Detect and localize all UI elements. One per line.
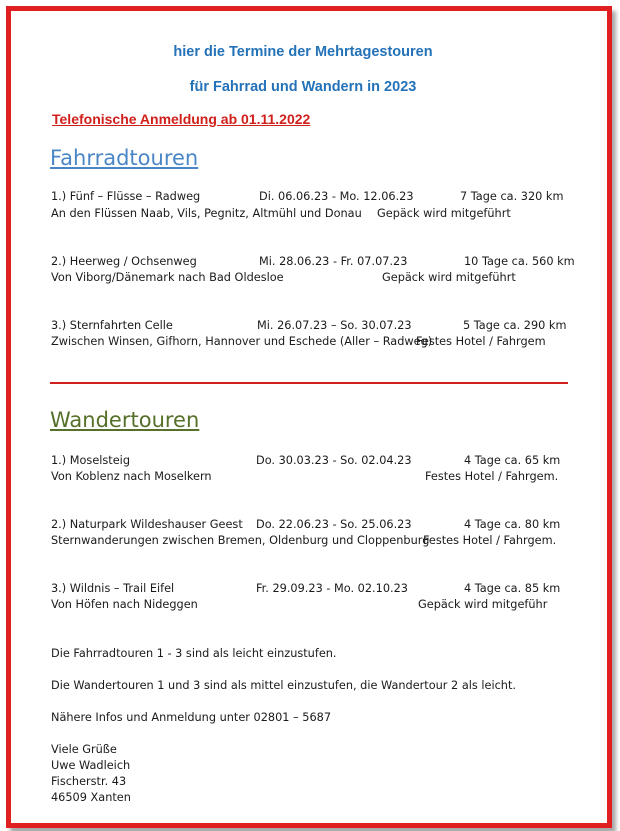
hike-tour-2-route: Sternwanderungen zwischen Bremen, Oldenburg und Cloppenburg (51, 534, 430, 547)
registration-notice: Telefonische Anmeldung ab 01.11.2022 (52, 111, 311, 127)
bike-tour-3-dates: Mi. 26.07.23 – So. 30.07.23 (257, 319, 412, 332)
header-line-1: hier die Termine der Mehrtagestouren (173, 44, 433, 60)
hike-tour-1-name: 1.) Moselsteig (51, 454, 130, 467)
bike-section-title: Fahrradtouren (50, 146, 199, 170)
hike-tour-1-route: Von Koblenz nach Moselkern (51, 470, 212, 483)
hike-tour-1-dates: Do. 30.03.23 - So. 02.04.23 (256, 454, 412, 467)
header-line-2: für Fahrrad und Wandern in 2023 (189, 79, 417, 95)
hike-tour-2-name: 2.) Naturpark Wildeshauser Geest (51, 518, 243, 531)
bike-tour-2-name: 2.) Heerweg / Ochsenweg (51, 255, 197, 268)
bike-tour-1-name: 1.) Fünf – Flüsse – Radweg (51, 190, 201, 203)
signature-name: Uwe Wadleich (51, 759, 131, 772)
hike-tour-2-length: 4 Tage ca. 80 km (464, 518, 561, 531)
bike-tour-3-note: Festes Hotel / Fahrgem (416, 335, 546, 348)
signature-greeting: Viele Grüße (51, 743, 117, 756)
bike-tour-3-length: 5 Tage ca. 290 km (463, 319, 567, 332)
hike-tour-1-note: Festes Hotel / Fahrgem. (425, 470, 559, 483)
bike-tour-3-name: 3.) Sternfahrten Celle (51, 319, 173, 332)
bike-tour-2-note: Gepäck wird mitgeführt (382, 271, 516, 284)
hike-tour-2-note: Festes Hotel / Fahrgem. (423, 534, 557, 547)
hike-tour-3-note: Gepäck wird mitgeführ (418, 598, 548, 611)
hike-tour-3-route: Von Höfen nach Nideggen (51, 598, 198, 611)
hike-tour-2-dates: Do. 22.06.23 - So. 25.06.23 (256, 518, 412, 531)
difficulty-note-bike: Die Fahrradtouren 1 - 3 sind als leicht einzustufen. (51, 647, 337, 660)
bike-tour-2-route: Von Viborg/Dänemark nach Bad Oldesloe (51, 271, 284, 284)
difficulty-note-hike: Die Wandertouren 1 und 3 sind als mittel einzustufen, die Wandertour 2 als leicht. (51, 679, 516, 692)
bike-tour-1-route: An den Flüssen Naab, Vils, Pegnitz, Altmühl und Donau (51, 207, 362, 220)
section-divider (50, 382, 568, 384)
signature-city: 46509 Xanten (51, 791, 131, 804)
contact-note: Nähere Infos und Anmeldung unter 02801 – 5687 (51, 711, 332, 724)
bike-tour-3-route: Zwischen Winsen, Gifhorn, Hannover und Eschede (Aller – Radweg) (51, 335, 433, 348)
signature-street: Fischerstr. 43 (51, 775, 127, 788)
hike-tour-3-length: 4 Tage ca. 85 km (464, 582, 561, 595)
bike-tour-1-note: Gepäck wird mitgeführt (377, 207, 511, 220)
hike-section-title: Wandertouren (50, 408, 200, 432)
bike-tour-2-dates: Mi. 28.06.23 - Fr. 07.07.23 (259, 255, 408, 268)
hike-tour-1-length: 4 Tage ca. 65 km (464, 454, 561, 467)
hike-tour-3-name: 3.) Wildnis – Trail Eifel (51, 582, 175, 595)
bike-tour-1-length: 7 Tage ca. 320 km (460, 190, 564, 203)
hike-tour-3-dates: Fr. 29.09.23 - Mo. 02.10.23 (256, 582, 408, 595)
bike-tour-1-dates: Di. 06.06.23 - Mo. 12.06.23 (259, 190, 414, 203)
bike-tour-2-length: 10 Tage ca. 560 km (464, 255, 575, 268)
